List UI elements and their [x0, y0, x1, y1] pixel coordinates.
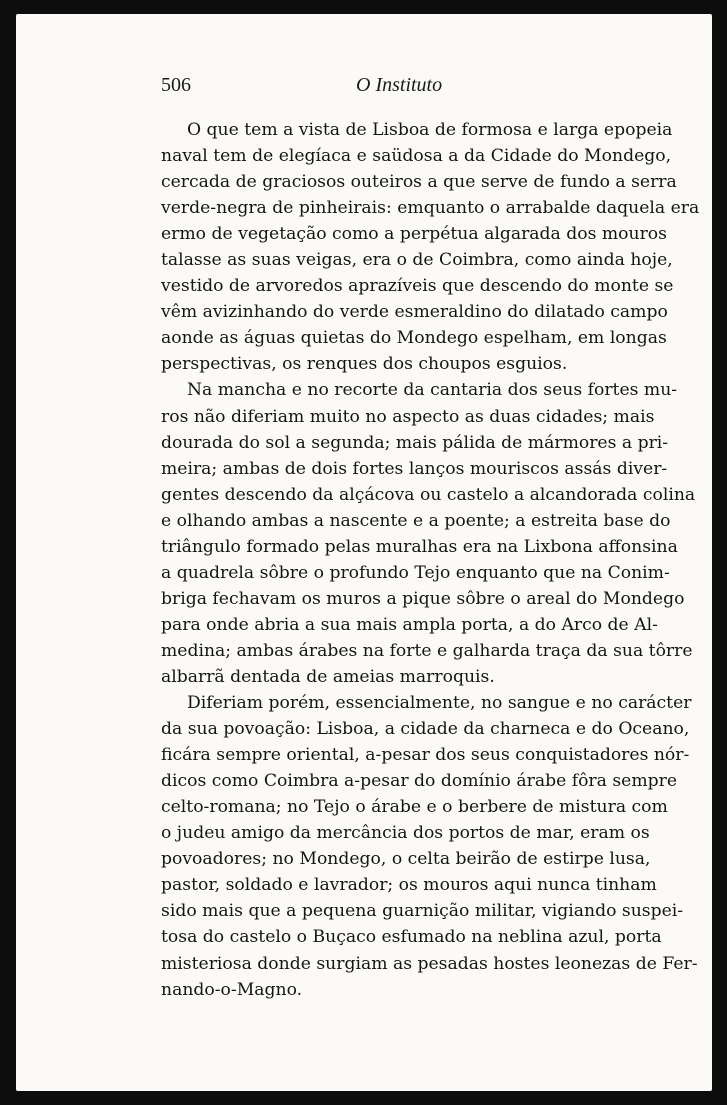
text-line: o judeu amigo da mercância dos portos de mar, eram os [161, 823, 650, 844]
text-line: perspectivas, os renques dos choupos esguios. [161, 354, 568, 375]
page-header [161, 74, 641, 104]
paragraph [161, 377, 696, 690]
text-line: ficára sempre oriental, a-pesar dos seus conquistadores nór- [161, 745, 690, 766]
text-line: medina; ambas árabes na forte e galharda traça da sua tôrre [161, 640, 693, 661]
text-line: misteriosa donde surgiam as pesadas hostes leonezas de Fer- [161, 953, 698, 974]
paragraph [161, 690, 698, 1003]
text-line: cercada de graciosos outeiros a que serve de fundo a serra [161, 172, 677, 193]
paragraph [161, 117, 700, 377]
text-line: nando-o-Magno. [161, 979, 303, 1000]
text-line: aonde as águas quietas do Mondego espelham, em longas [161, 328, 667, 349]
text-line: vêm avizinhando do verde esmeraldino do dilatado campo [161, 302, 668, 323]
text-line: para onde abria a sua mais ampla porta, a do Arco de Al- [161, 614, 658, 635]
text-line: dourada do sol a segunda; mais pálida de mármores a pri- [161, 432, 669, 453]
text-line: triângulo formado pelas muralhas era na Lixbona affonsina [161, 536, 678, 557]
text-line: verde-negra de pinheirais: emquanto o arrabalde daquela era [161, 198, 700, 219]
text-line: dicos como Coimbra a-pesar do domínio árabe fôra sempre [161, 771, 678, 792]
text-line: albarrã dentada de ameias marroquis. [161, 666, 495, 687]
text-line: naval tem de elegíaca e saüdosa a da Cidade do Mondego, [161, 146, 672, 167]
text-line: a quadrela sôbre o profundo Tejo enquanto que na Conim- [161, 562, 670, 583]
text-line: da sua povoação: Lisboa, a cidade da charneca e do Oceano, [161, 719, 690, 740]
text-line: O que tem a vista de Lisboa de formosa e larga epopeia [187, 120, 673, 140]
text-line: tosa do castelo o Buçaco esfumado na neblina azul, porta [161, 927, 662, 948]
text-line: ros não diferiam muito no aspecto as duas cidades; mais [161, 406, 655, 427]
text-line: Na mancha e no recorte da cantaria dos seus fortes mu- [187, 380, 678, 401]
page-number: 506 [161, 74, 191, 96]
text-line: e olhando ambas a nascente e a poente; a estreita base do [161, 510, 671, 531]
running-title: O Instituto [356, 74, 443, 96]
body-text [161, 117, 700, 1003]
text-line: pastor, soldado e lavrador; os mouros aqui nunca tinham [161, 875, 657, 896]
text-line: celto-romana; no Tejo o árabe e o berbere de mistura com [161, 797, 668, 818]
text-line: gentes descendo da alçácova ou castelo a alcandorada colina [161, 484, 696, 505]
text-line: sido mais que a pequena guarnição militar, vigiando suspei- [161, 901, 684, 922]
text-line: meira; ambas de dois fortes lanços mouriscos assás diver- [161, 458, 668, 479]
text-line: ermo de vegetação como a perpétua algarada dos mouros [161, 224, 667, 245]
text-line: briga fechavam os muros a pique sôbre o areal do Mondego [161, 588, 685, 609]
text-line: povoadores; no Mondego, o celta beirão de estirpe lusa, [161, 849, 651, 870]
text-line: vestido de arvoredos aprazíveis que descendo do monte se [161, 276, 674, 297]
book-page [16, 14, 712, 1091]
text-line: talasse as suas veigas, era o de Coimbra, como ainda hoje, [161, 250, 673, 271]
text-line: Diferiam porém, essencialmente, no sangue e no carácter [187, 693, 692, 714]
